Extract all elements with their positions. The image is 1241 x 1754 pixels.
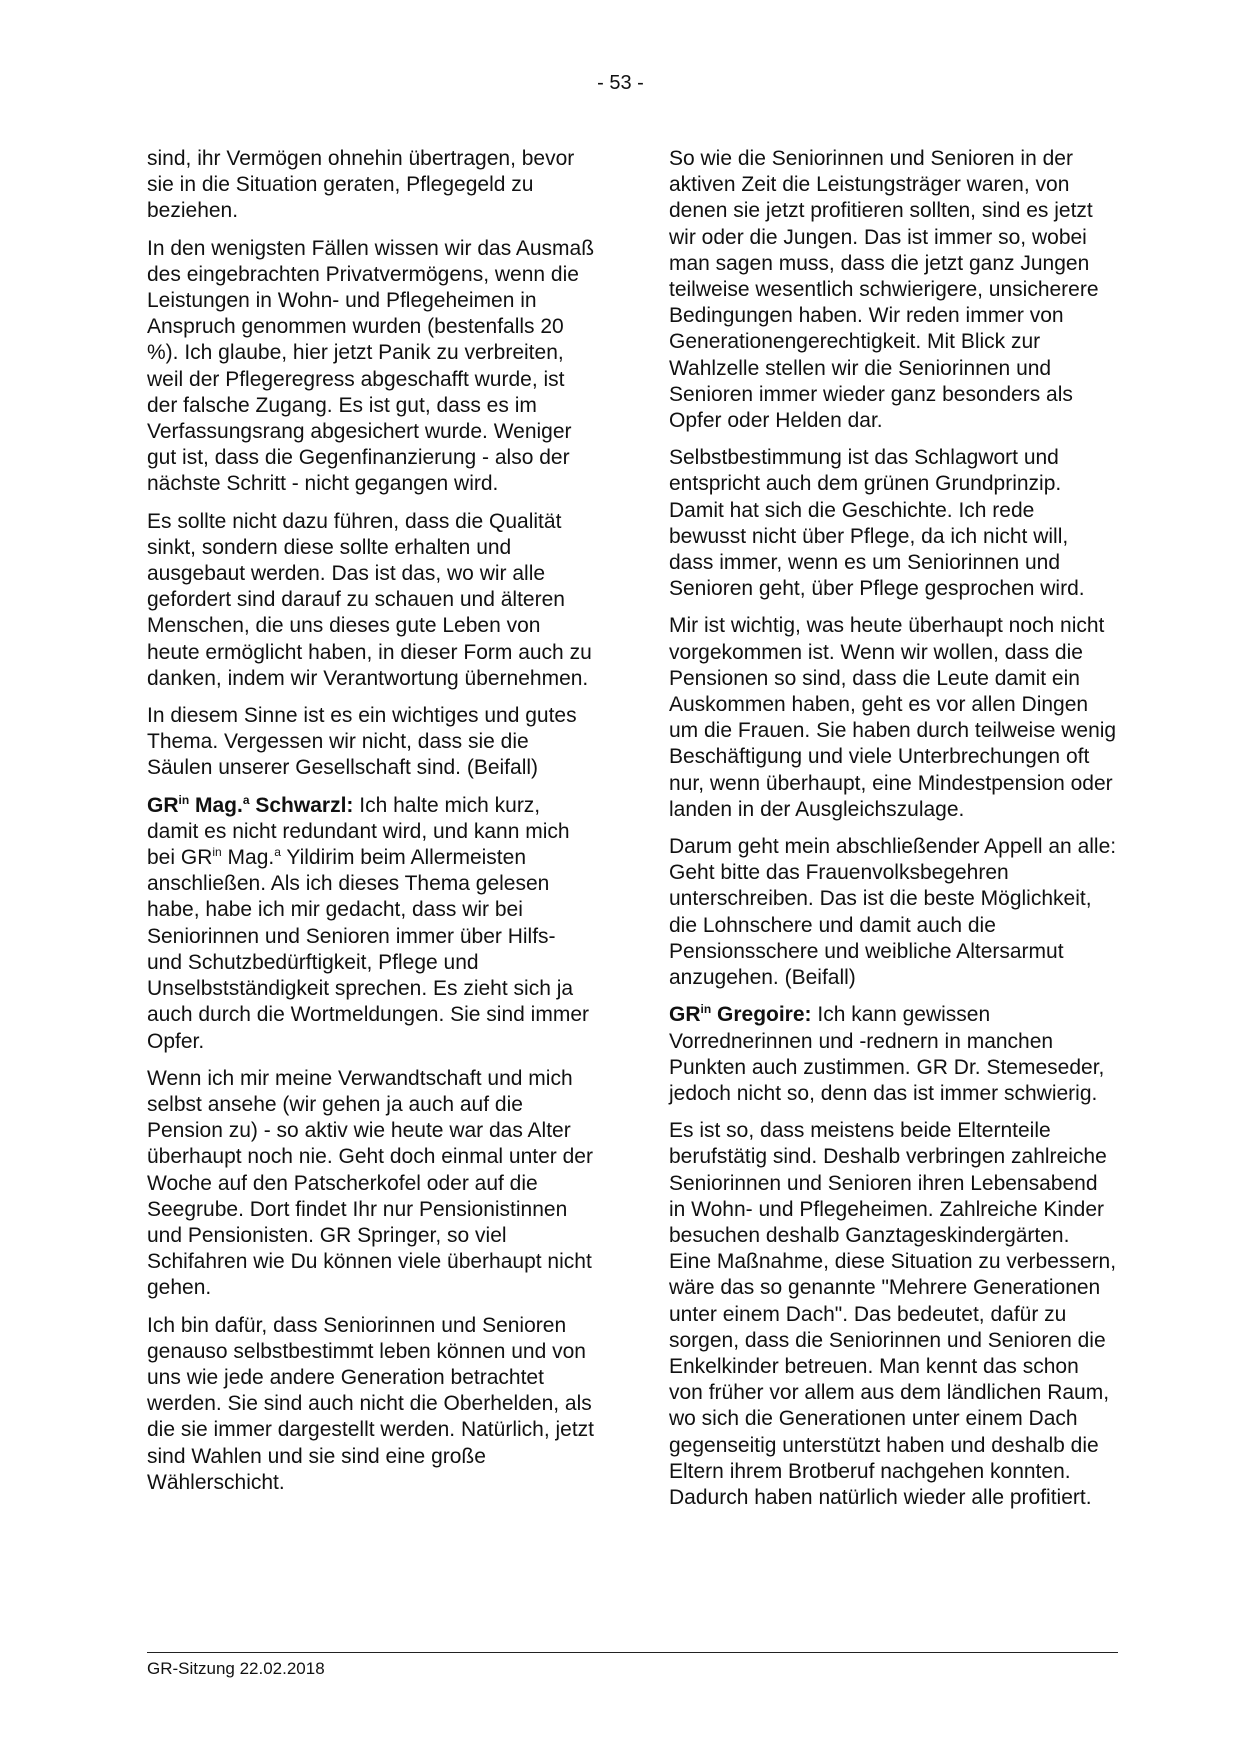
speaker-title: GR — [669, 1003, 701, 1027]
paragraph: Darum geht mein abschließender Appell an alle: Geht bitte das Frauenvolksbegehren unterschreiben. Das ist die beste Möglichkeit, die Lohnschere und damit auch die Pensionsschere und weibliche Altersarmut anzugehen. (Beifall) — [669, 835, 1117, 990]
paragraph: Es sollte nicht dazu führen, dass die Qualität sinkt, sondern diese sollte erhalten und ausgebaut werden. Das ist das, wo wir alle gefordert sind darauf zu schauen und älteren Menschen, die uns dieses gute Leben von heute ermöglicht haben, in dieser Form auch zu danken, indem wir Verantwortung übernehmen. — [147, 509, 592, 690]
right-column — [669, 146, 1117, 1522]
speaker-title: GR — [147, 793, 179, 817]
speaker-title-suffix: in — [700, 1002, 712, 1017]
left-column — [147, 146, 595, 1507]
speaker-name — [147, 794, 353, 817]
speech-text: Mag. — [221, 846, 275, 870]
speaker-title-suffix: in — [178, 792, 190, 807]
paragraph: Es ist so, dass meistens beide Elternteile berufstätig sind. Deshalb verbringen zahlreiche Seniorinnen und Senioren ihren Lebensabend in Wohn- und Pflegeheimen. Zahlreiche Kinder besuchen deshalb Ganztageskindergärten. Eine Maßnahme, diese Situation zu verbessern, wäre das so genannte "Mehrere Generationen unter einem Dach". Das bedeutet, dafür zu sorgen, dass die Seniorinnen und Senioren die Enkelkinder betreuen. Man kennt das schon von früher vor allem aus dem ländlichen Raum, wo sich die Generationen unter einem Dach gegenseitig unterstützt haben und deshalb die Eltern ihrem Brotberuf nachgehen konnten. Dadurch haben natürlich wieder alle profitiert. — [669, 1119, 1117, 1509]
speaker-surname: Schwarzl: — [249, 793, 354, 817]
speaker-degree-suffix: a — [242, 792, 250, 807]
footer-session-date: GR-Sitzung 22.02.2018 — [147, 1659, 325, 1678]
paragraph: Wenn ich mir meine Verwandtschaft und mich selbst ansehe (wir gehen ja auch auf die Pension zu) - so aktiv wie heute war das Alter überhaupt noch nie. Geht doch einmal unter der Woche auf den Patscherkofel oder auf die Seegrube. Dort findet Ihr nur Pensionistinnen und Pensionisten. GR Springer, so viel Schifahren wie Du können viele überhaupt nicht gehen. — [147, 1066, 593, 1300]
speaker-degree: Mag. — [189, 793, 243, 817]
speaker-paragraph — [669, 1002, 1117, 1107]
paragraph: In den wenigsten Fällen wissen wir das Ausmaß des eingebrachten Privatvermögens, wenn die Leistungen in Wohn- und Pflegeheimen in Anspruch genommen wurden (bestenfalls 20 %). Ich glaube, hier jetzt Panik zu verbreiten, weil der Pflegeregress abgeschafft wurde, ist der falsche Zugang. Es ist gut, dass es im Verfassungsrang abgesichert wurde. Weniger gut ist, dass die Gegenfinanzierung - also der nächste Schritt - nicht gegangen wird. — [147, 236, 595, 496]
paragraph: sind, ihr Vermögen ohnehin übertragen, bevor sie in die Situation geraten, Pflegegeld zu beziehen. — [147, 147, 575, 223]
paragraph: In diesem Sinne ist es ein wichtiges und gutes Thema. Vergessen wir nicht, dass sie die Säulen unserer Gesellschaft sind. (Beifall) — [147, 704, 577, 780]
reference-title-suffix: in — [212, 845, 222, 860]
paragraph: So wie die Seniorinnen und Senioren in der aktiven Zeit die Leistungsträger waren, von denen sie jetzt profitieren sollten, sind es jetzt wir oder die Jungen. Das ist immer so, wobei man sagen muss, dass die jetzt ganz Jungen teilweise wesentlich schwierigere, unsicherere Bedingungen haben. Wir reden immer von Generationengerechtigkeit. Mit Blick zur Wahlzelle stellen wir die Seniorinnen und Senioren immer wieder ganz besonders als Opfer oder Helden dar. — [669, 147, 1099, 433]
paragraph: Mir ist wichtig, was heute überhaupt noch nicht vorgekommen ist. Wenn wir wollen, dass die Pensionen so sind, dass die Leute damit ein Auskommen haben, geht es vor allen Dingen um die Frauen. Sie haben durch teilweise wenig Beschäftigung und viele Unterbrechungen oft nur, wenn überhaupt, eine Mindestpension oder landen in der Ausgleichszulage. — [669, 614, 1117, 821]
speech-text: Ich kann gewissen Vorrednerinnen und -rednern in manchen Punkten auch zustimmen. GR Dr. Stemeseder, jedoch nicht so, denn das ist immer schwierig. — [669, 1003, 1105, 1105]
speaker-name — [669, 1003, 812, 1026]
reference-degree-suffix: a — [274, 845, 281, 860]
page-number: - 53 - — [597, 72, 644, 94]
paragraph: Ich bin dafür, dass Seniorinnen und Senioren genauso selbstbestimmt leben können und von uns wie jede andere Generation betrachtet werden. Sie sind auch nicht die Oberhelden, als die sie immer dargestellt werden. Natürlich, jetzt sind Wahlen und sie sind eine große Wählerschicht. — [147, 1313, 595, 1494]
speech-text: Ich halte mich kurz, damit es nicht redundant wird, und kann mich bei GR — [147, 793, 570, 870]
speaker-surname: Gregoire: — [711, 1003, 812, 1027]
speaker-paragraph — [147, 793, 595, 1055]
speech-text: Yildirim beim Allermeisten anschließen. Als ich dieses Thema gelesen habe, habe ich mir gedacht, dass wir bei Seniorinnen und Senioren immer über Hilfs- und Schutzbedürftigkeit, Pflege und Unselbstständigkeit sprechen. Es zieht sich ja auch durch die Wortmeldungen. Sie sind immer Opfer. — [147, 846, 589, 1053]
paragraph: Selbstbestimmung ist das Schlagwort und entspricht auch dem grünen Grundprinzip. Damit hat sich die Geschichte. Ich rede bewusst nicht über Pflege, da ich nicht will, dass immer, wenn es um Seniorinnen und Senioren geht, über Pflege gesprochen wird. — [669, 446, 1085, 601]
footer-divider — [147, 1652, 1118, 1653]
